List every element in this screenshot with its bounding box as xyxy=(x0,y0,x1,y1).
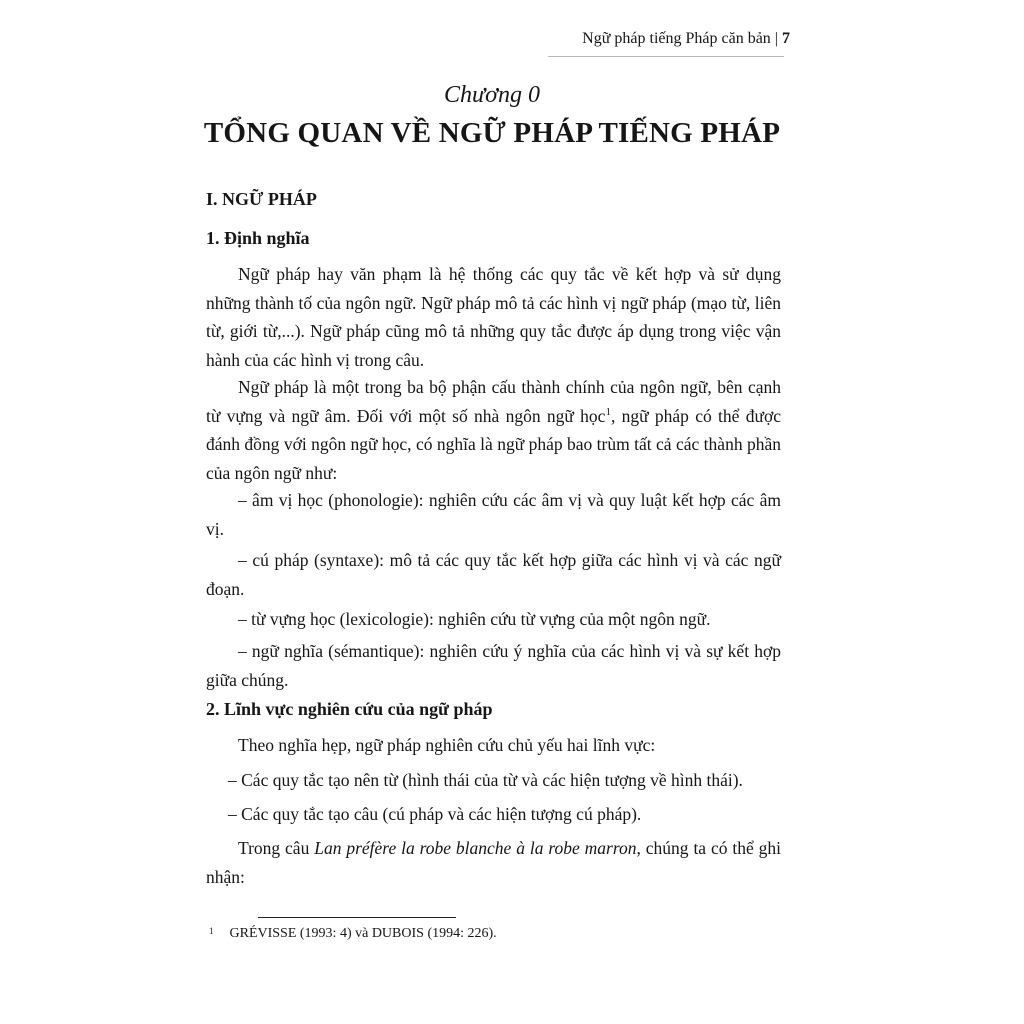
subsection-heading-definition: 1. Định nghĩa xyxy=(206,228,310,248)
list-item-syntax: – cú pháp (syntaxe): mô tả các quy tắc kết hợp giữa các hình vị và các ngữ đoạn. xyxy=(206,550,781,599)
list-item-phonology: – âm vị học (phonologie): nghiên cứu các âm vị và quy luật kết hợp các âm vị. xyxy=(206,490,781,539)
footnote-rule xyxy=(258,917,456,918)
paragraph-components-text-b: , ngữ pháp có thể được đánh đồng với ngôn ngữ học, có nghĩa là ngữ pháp bao trùm tất cả các thành phần của ngôn ngữ như: xyxy=(206,405,781,483)
paragraph-scope-intro: Theo nghĩa hẹp, ngữ pháp nghiên cứu chủ yếu hai lĩnh vực: xyxy=(238,735,656,755)
header-rule xyxy=(548,56,784,57)
subsection-heading-scope: 2. Lĩnh vực nghiên cứu của ngữ pháp xyxy=(206,699,493,719)
footnote-reference: 1 xyxy=(605,405,611,418)
chapter-label: Chương 0 xyxy=(444,82,540,108)
section-heading: I. NGỮ PHÁP xyxy=(206,189,317,209)
footnote-text: GRÉVISSE (1993: 4) và DUBOIS (1994: 226). xyxy=(229,926,497,941)
page-number: 7 xyxy=(782,30,790,47)
paragraph-components-text-a: Ngữ pháp là một trong ba bộ phận cấu thành chính của ngôn ngữ, bên cạnh từ vựng và ngữ âm. Đối với một số nhà ngôn ngữ học xyxy=(206,377,781,426)
header-separator: | xyxy=(774,30,778,47)
example-text-a: Trong câu xyxy=(238,838,315,858)
list-item-morphology: – Các quy tắc tạo nên từ (hình thái của từ và các hiện tượng về hình thái). xyxy=(228,770,743,790)
footnote-mark: 1 xyxy=(209,926,214,936)
running-title: Ngữ pháp tiếng Pháp căn bản xyxy=(582,30,771,47)
paragraph-definition: Ngữ pháp hay văn phạm là hệ thống các quy tắc về kết hợp và sử dụng những thành tố của ngôn ngữ. Ngữ pháp mô tả các hình vị ngữ pháp (mạo từ, liên từ, giới từ,...). Ngữ pháp cũng mô tả những quy tắc được áp dụng trong việc vận hành của các hình vị trong câu. xyxy=(206,264,781,370)
list-item-syntax-rules: – Các quy tắc tạo câu (cú pháp và các hiện tượng cú pháp). xyxy=(228,804,642,824)
list-item-lexicology: – từ vựng học (lexicologie): nghiên cứu từ vựng của một ngôn ngữ. xyxy=(238,609,711,629)
paragraph-example xyxy=(206,834,781,891)
running-header xyxy=(560,30,790,54)
example-sentence: Lan préfère la robe blanche à la robe marron xyxy=(314,838,637,858)
chapter-title: TỔNG QUAN VỀ NGỮ PHÁP TIẾNG PHÁP xyxy=(203,117,781,149)
footnote xyxy=(209,926,497,942)
example-text-b: , chúng ta có thể ghi nhận: xyxy=(206,838,781,887)
list-item-semantics: – ngữ nghĩa (sémantique): nghiên cứu ý nghĩa của các hình vị và sự kết hợp giữa chúng. xyxy=(206,641,781,690)
paragraph-components xyxy=(206,373,781,487)
